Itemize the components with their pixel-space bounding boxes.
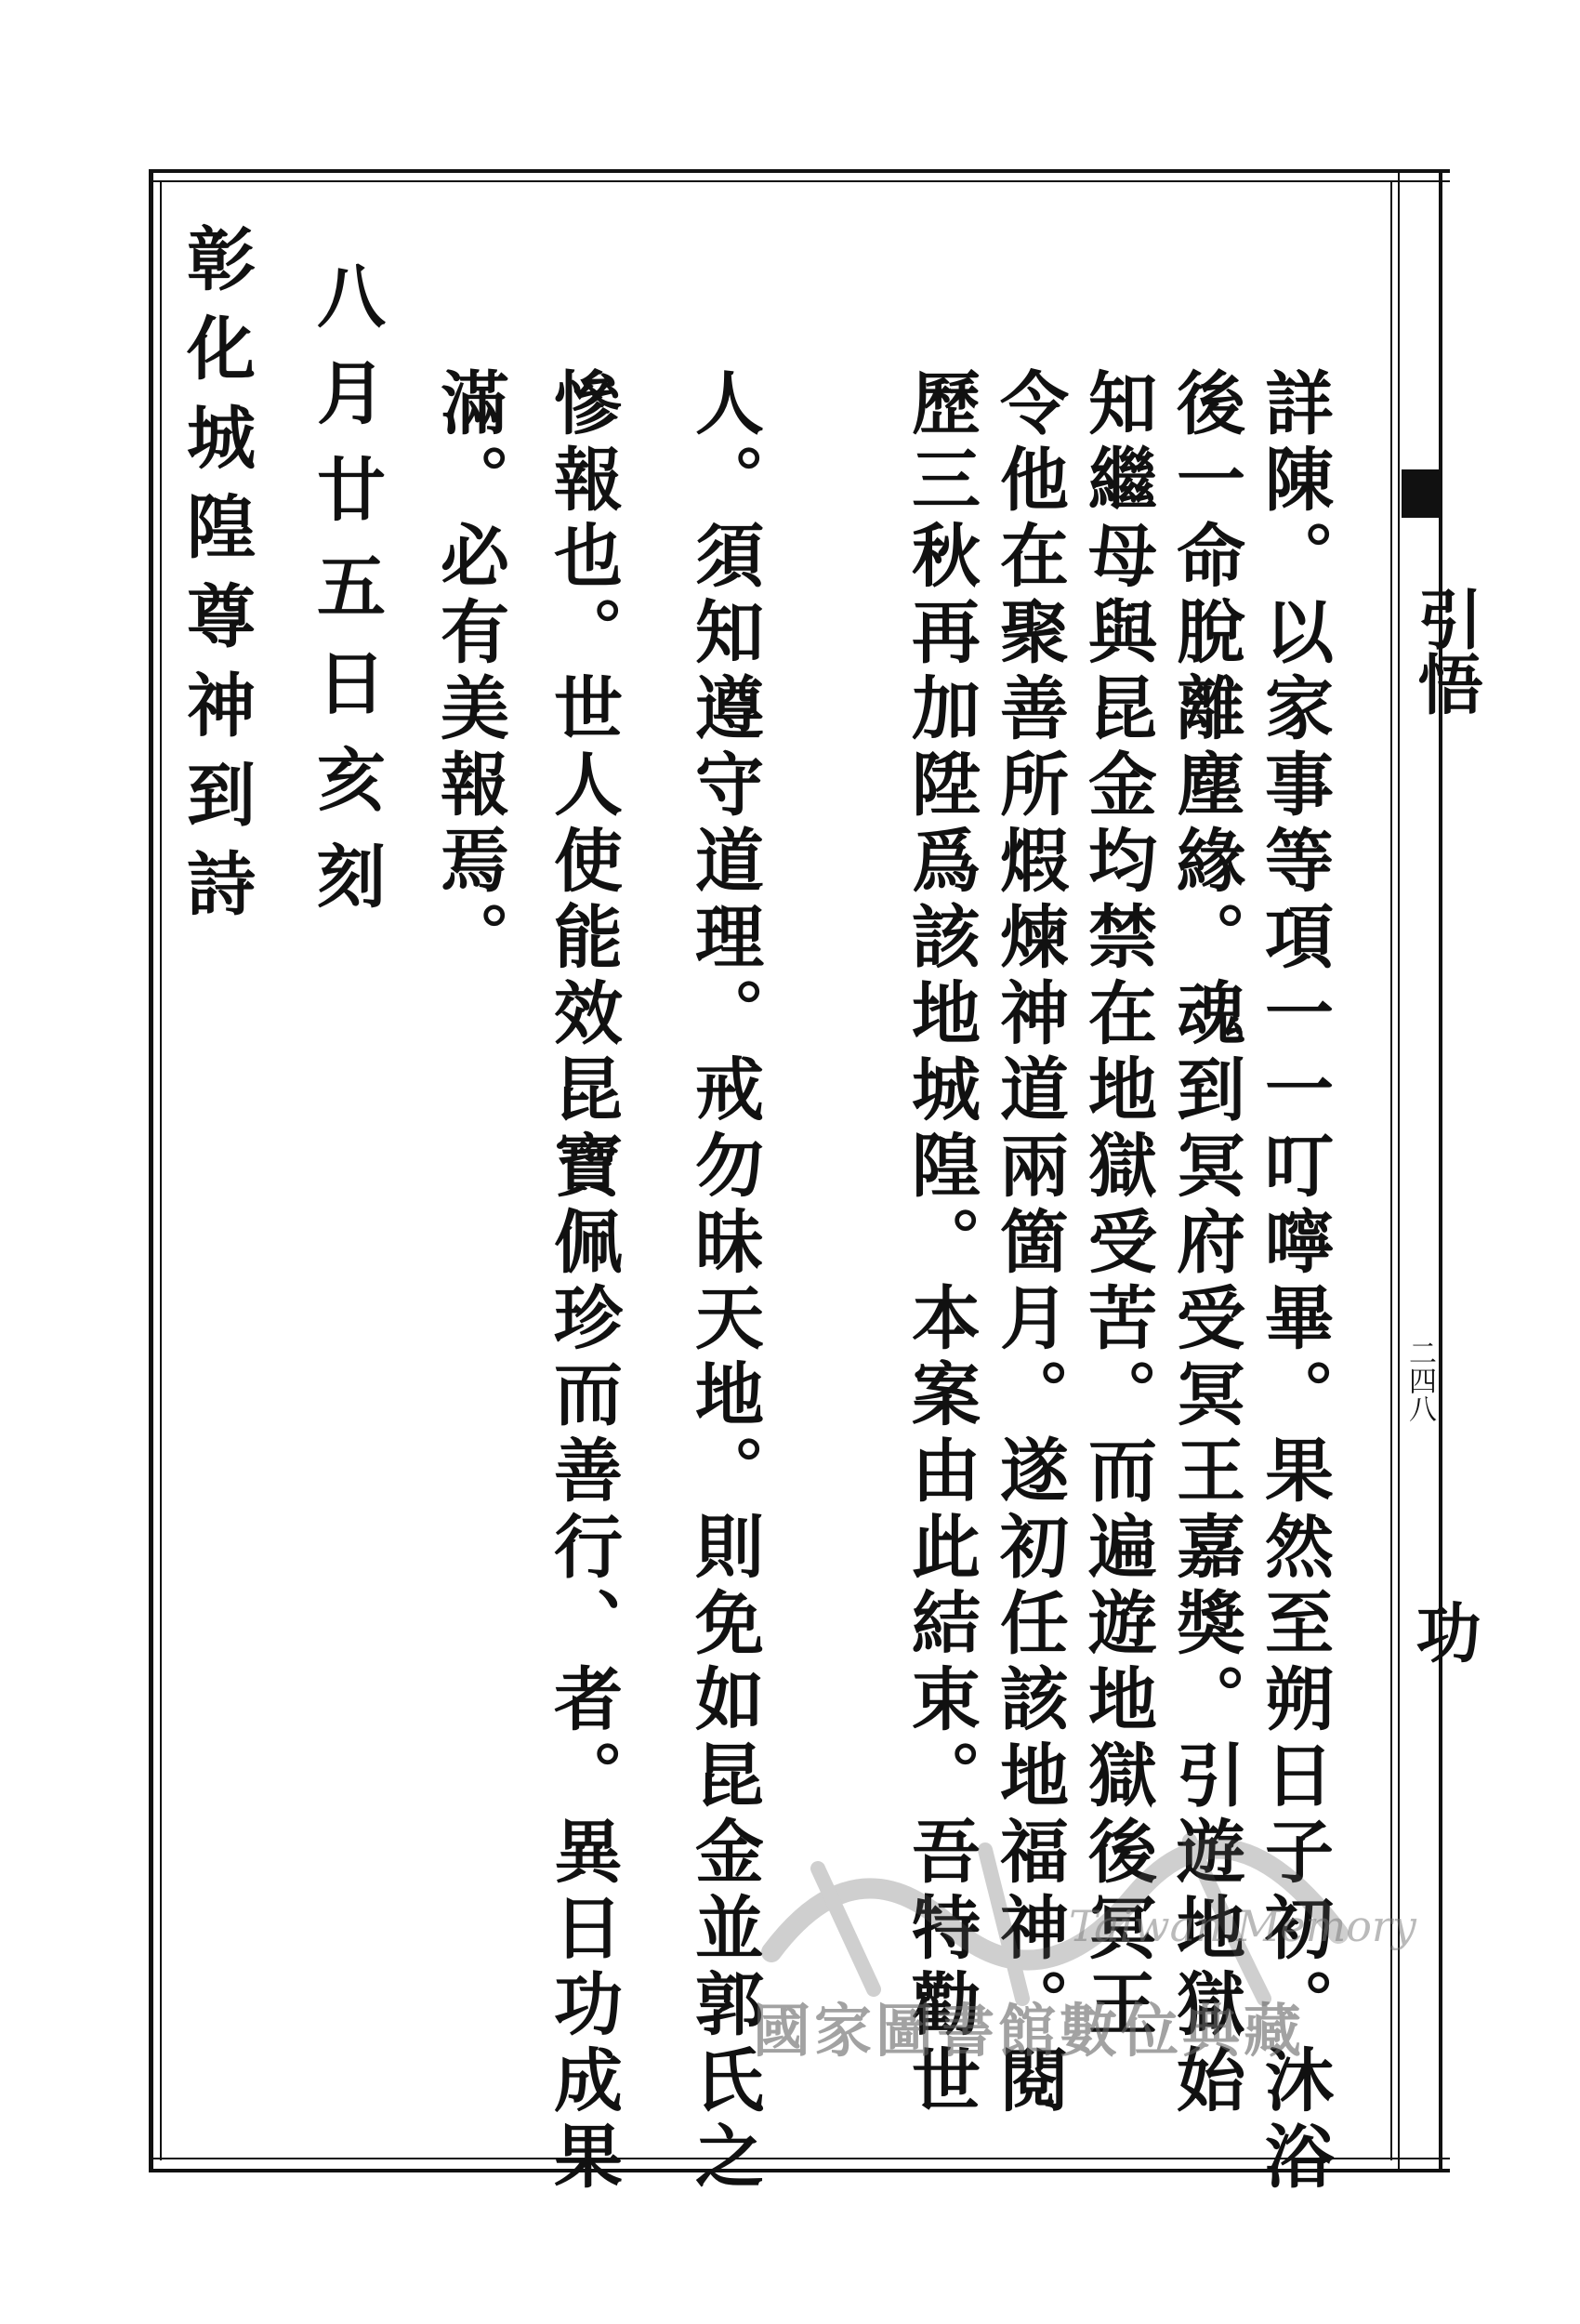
frame-line-left-inner bbox=[160, 180, 162, 2160]
margin-title-lower: 功 bbox=[1405, 1599, 1482, 1664]
margin-title: 引悟 bbox=[1407, 586, 1484, 716]
watermark-text: 國家圖書館數位典藏 bbox=[753, 1997, 1306, 2065]
text-column-6: 人。須知遵守道理。戒勿昧天地。則免如昆金並郭氏之 bbox=[684, 367, 764, 2197]
watermark-english: Taiwan Memory bbox=[1069, 1901, 1416, 1951]
poem-heading: 彰化城隍尊神到詩 bbox=[176, 223, 256, 937]
frame-line-top-inner bbox=[149, 180, 1450, 182]
text-column-1: 詳陳。以家事等項一一叮嚀畢。果然至朔日子初。沐浴 bbox=[1254, 367, 1334, 2197]
fish-tail-mark bbox=[1402, 469, 1439, 518]
text-column-3: 知繼母與昆金均禁在地獄受苦。而遍遊地獄後冥王 bbox=[1077, 367, 1157, 2044]
text-column-4: 令他在聚善所煆煉神道兩箇月。遂初任該地福神。閱 bbox=[989, 367, 1069, 2120]
text-column-8: 滿。必有美報焉。 bbox=[429, 367, 509, 977]
text-column-7: 慘報也。世人使能效昆寶佩珍而善行、者。異日功成果 bbox=[543, 367, 623, 2197]
page-number: 二四八 bbox=[1403, 1339, 1436, 1422]
frame-line-left bbox=[149, 169, 153, 2172]
text-column-5: 歷三秋再加陞爲該地城隍。本案由此結束。吾特勸世 bbox=[901, 367, 981, 2120]
text-column-2: 後一命脫離塵緣。魂到冥府受冥王嘉獎。引遊地獄始 bbox=[1165, 367, 1245, 2120]
frame-line-top bbox=[149, 169, 1450, 173]
date-line: 八月廿五日亥刻 bbox=[306, 260, 386, 937]
